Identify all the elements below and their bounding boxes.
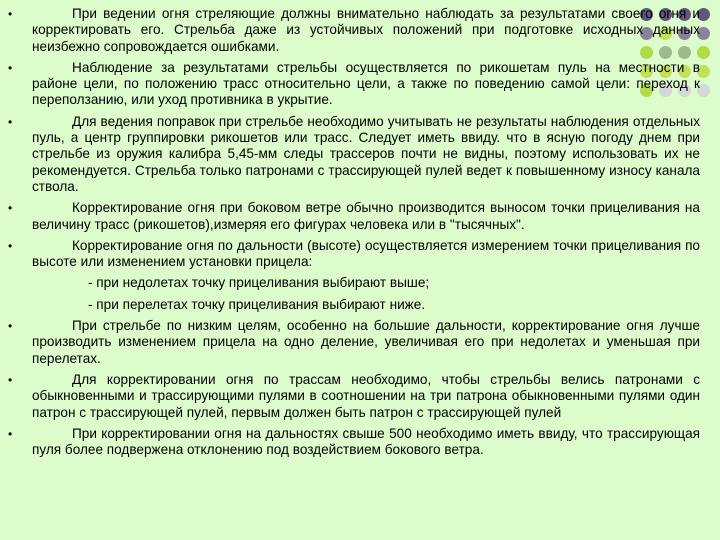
paragraph-text: При стрельбе по низким целям, особенно на большие дальности, корректирование огня лучше производить изменением прицела на одно деление, увеличивая его при недолетах и уменьшая при перелетах. (32, 318, 700, 366)
bullet-icon: • (8, 372, 13, 387)
paragraph-text: Наблюдение за результатами стрельбы осуществляется по рикошетам пуль на местности в районе цели, по положению трасс относительно цели, а также по поведению самой цели: переход к переползанию, или уход противника в укрытие. (32, 59, 700, 108)
slide-content (8, 6, 700, 463)
bullet-icon: • (8, 426, 13, 441)
bullet-icon: • (8, 114, 13, 129)
list-item (8, 114, 700, 195)
bullet-icon: • (8, 201, 13, 216)
list-item (8, 200, 700, 233)
paragraph-text: Для корректировании огня по трассам необходимо, чтобы стрельбы велись патронами с обыкновенными и трассирующими пулями в соотношении на три патрона обыкновенными пулями один патрон с трассирующей пулей, первым должен быть патрон с трассирующей пулей (32, 371, 700, 420)
paragraph-text: Корректирование огня по дальности (высоте) осуществляется измерением точки прицеливания по высоте или изменением установки прицела: (32, 237, 700, 270)
paragraph-text: Корректирование огня при боковом ветре обычно производится выносом точки прицеливания на величину трасс (рикошетов),измеряя его фигурах человека или в "тысячных". (32, 200, 700, 232)
paragraph-text: Для ведения поправок при стрельбе необходимо учитывать не результаты наблюдения отдельных пуль, а центр группировки рикошетов или трасс. Следует иметь ввиду. что в ясную погоду днем при стрельбе из оружия калибра 5,45-мм следы трассеров почти не видны, поэтому использовать их не рекомендуется. Стрельба только патронами с трассирующей пулей ведет к повышенному износу канала ствола. (32, 113, 700, 194)
sub-item: - при недолетах точку прицеливания выбирают выше; (88, 275, 430, 291)
list-item (8, 6, 700, 55)
list-item (8, 426, 700, 459)
sub-item: - при перелетах точку прицеливания выбирают ниже. (88, 296, 426, 312)
list-item (8, 238, 700, 271)
list-item (8, 372, 700, 421)
bullet-icon: • (8, 60, 13, 75)
bullet-icon: • (8, 238, 13, 253)
paragraph-text: При корректировании огня на дальностях свыше 500 необходимо иметь ввиду, что трассирующая пуля более подвержена отклонению под воздействием бокового ветра. (32, 425, 700, 458)
paragraph-text: При ведении огня стреляющие должны внимательно наблюдать за результатами своего огня и корректировать его. Стрельба даже из устойчивых положений при подготовке исходных данных неизбежно сопровождается ошибками. (32, 6, 700, 54)
list-item (8, 318, 700, 367)
list-item (8, 60, 700, 109)
bullet-icon: • (8, 7, 13, 21)
bullet-icon: • (8, 319, 13, 334)
